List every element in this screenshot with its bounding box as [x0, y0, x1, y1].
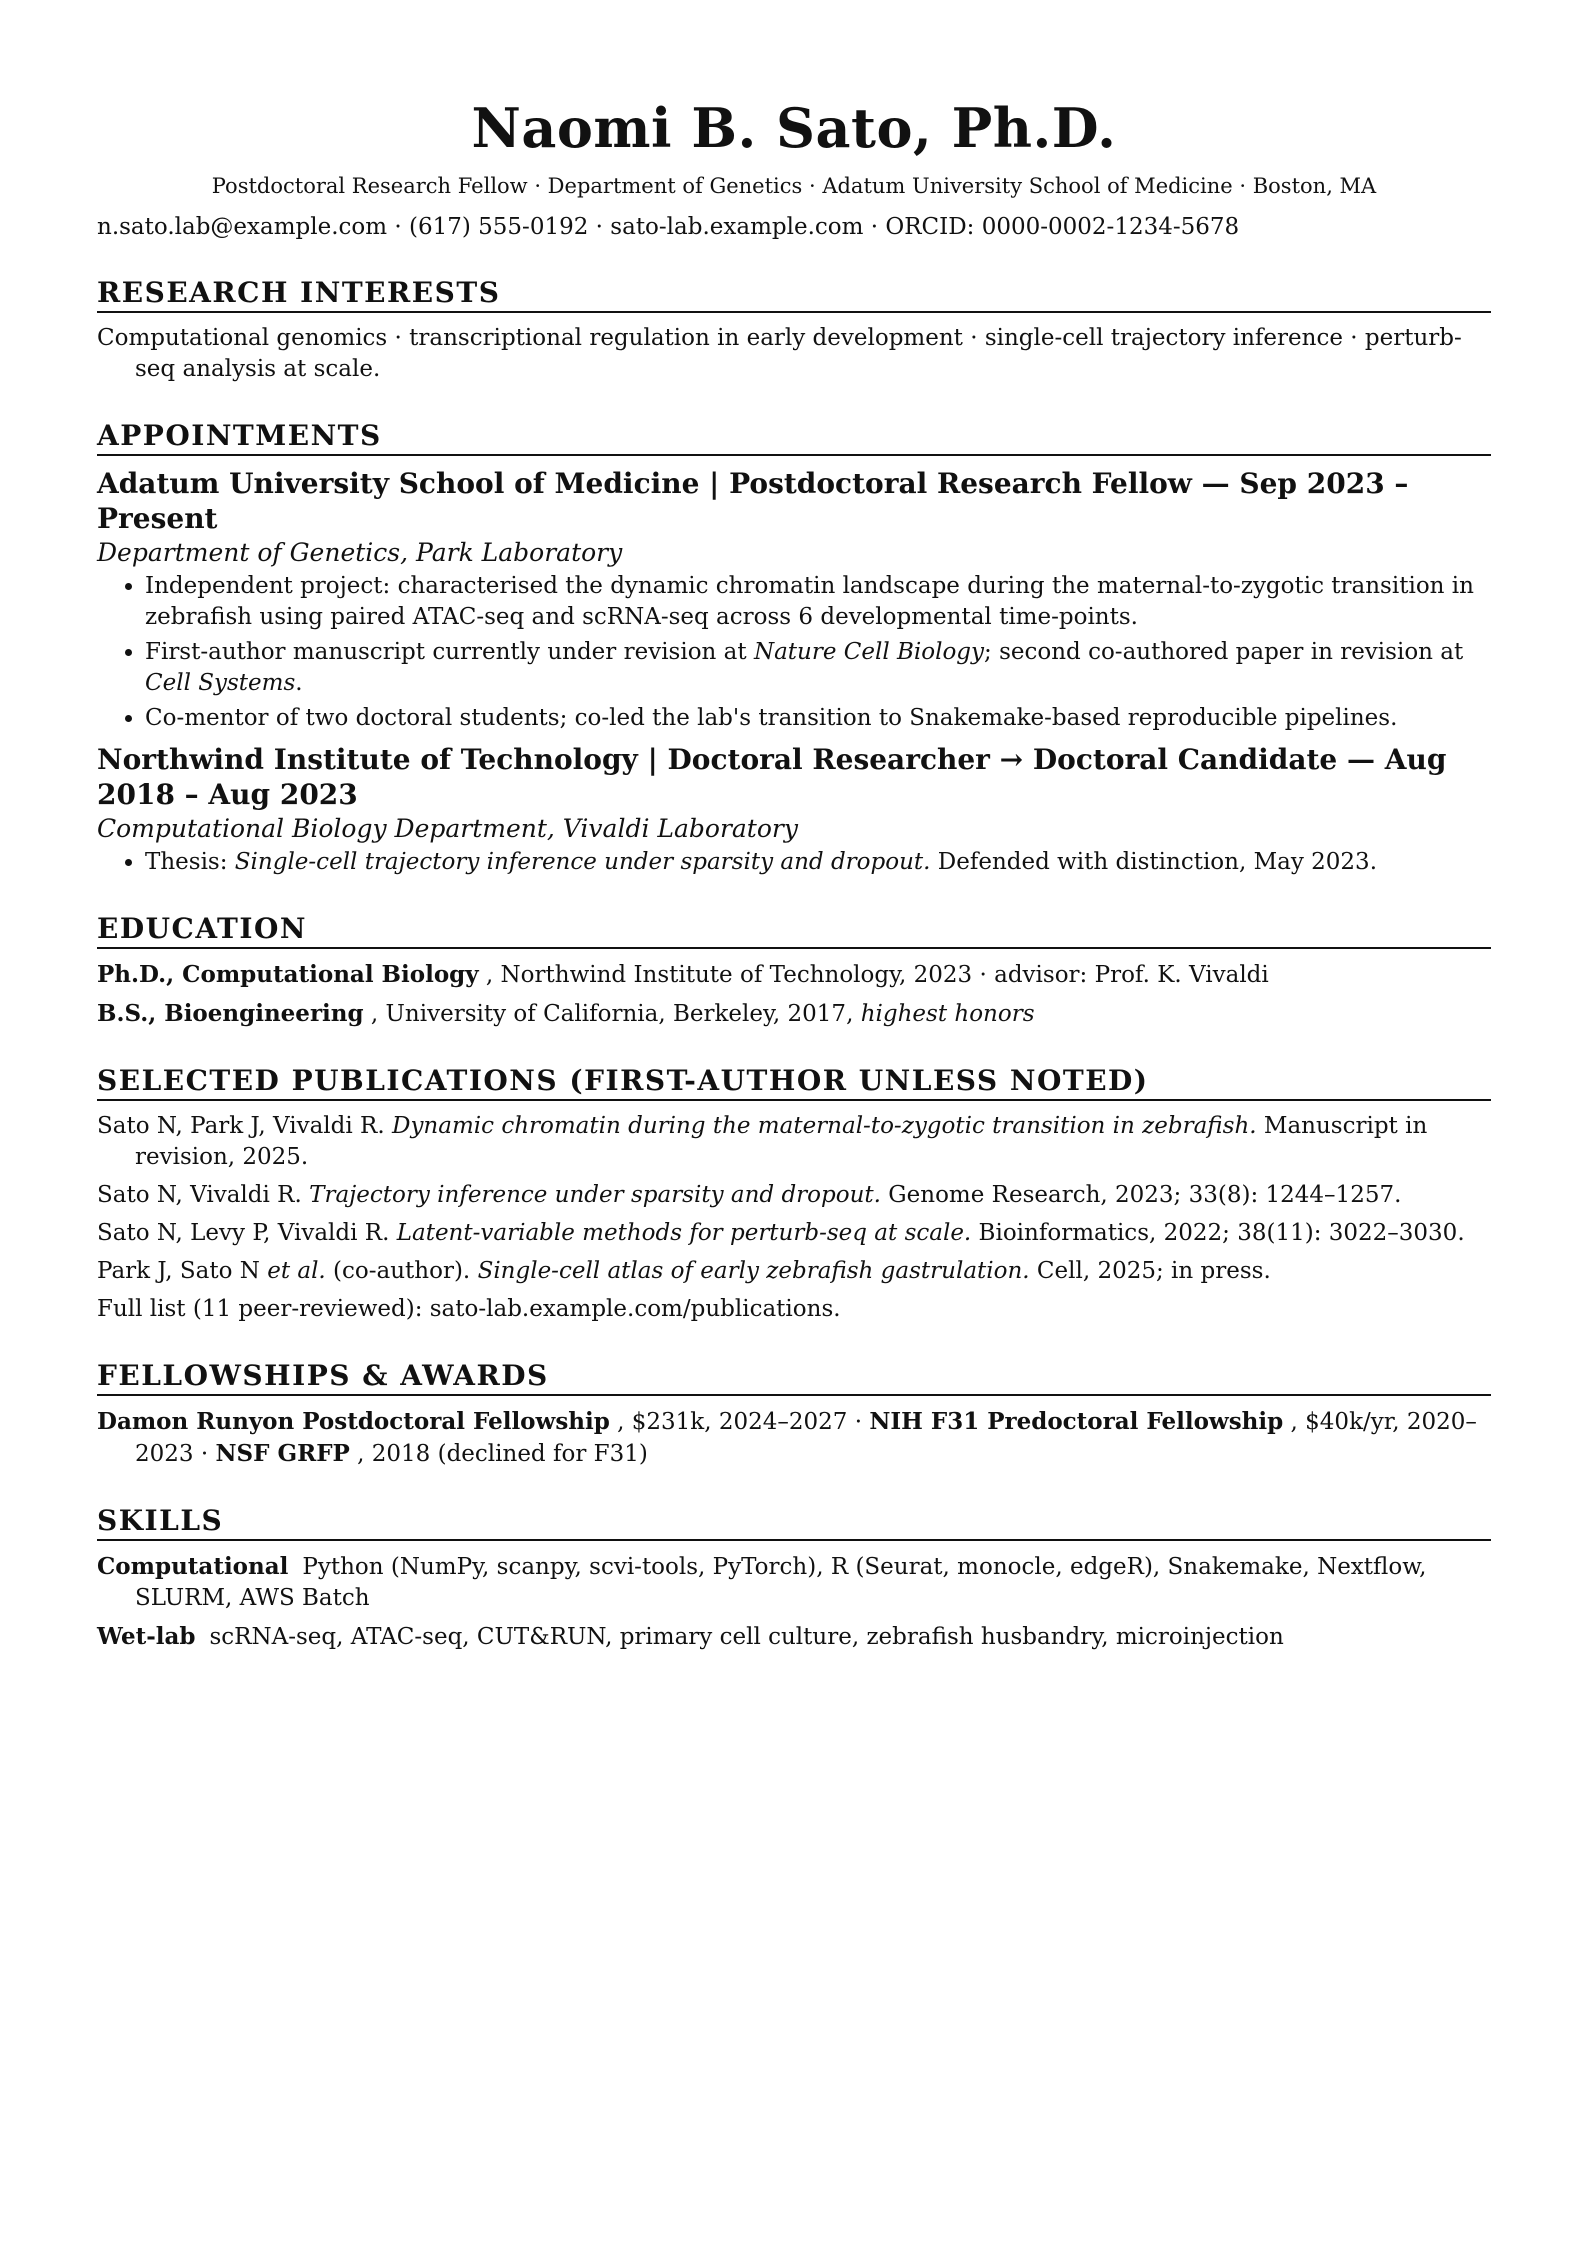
job1-bullets	[97, 571, 1491, 734]
award-1-detail: , $231k, 2024–2027 ·	[609, 1409, 870, 1435]
cv-name: Naomi B. Sato, Ph.D.	[471, 96, 1117, 160]
education-section	[97, 912, 1491, 1030]
job2-bullets	[97, 847, 1491, 878]
research-section	[97, 276, 1491, 385]
awards-section	[97, 1359, 1491, 1470]
skills-value: scRNA-seq, ATAC-seq, CUT&RUN, primary cell culture, zebrafish husbandry, microinjection	[209, 1624, 1284, 1650]
publications-full-list: Full list (11 peer-reviewed): sato-lab.example.com/publications.	[97, 1296, 841, 1322]
job1-subheading: Department of Genetics, Park Laboratory	[97, 538, 623, 567]
job2-bullet-1-pre: Thesis:	[145, 849, 235, 875]
publication-venue: Manuscript in revision, 2025.	[135, 1113, 1428, 1170]
job1-journal-1: Nature Cell Biology	[753, 639, 985, 665]
research-text: Computational genomics · transcriptional regulation in early development · single-cell trajectory inference · perturb-seq analysis at scale.	[97, 325, 1462, 382]
publication-title: Trajectory inference under sparsity and dropout.	[309, 1182, 881, 1208]
job1-bullet-3: • Co-mentor of two doctoral students; co-led the lab's transition to Snakemake-based reproducible pipelines.	[145, 703, 1491, 734]
skills-label: Wet-lab	[97, 1623, 196, 1650]
award-3-detail: , 2018 (declined for F31)	[349, 1441, 648, 1467]
job1-journal-2: Cell Systems	[145, 670, 296, 696]
thesis-title: Single-cell trajectory inference under sparsity and dropout.	[234, 849, 931, 875]
awards-title: FELLOWSHIPS & AWARDS	[97, 1359, 1491, 1396]
job2-subheading: Computational Biology Department, Vivaldi Laboratory	[97, 814, 798, 843]
job2-bullet-1-post: Defended with distinction, May 2023.	[930, 849, 1377, 875]
education-honors: highest honors	[860, 1001, 1035, 1027]
job1-bullet-2	[145, 637, 1491, 699]
skills-label: Computational	[97, 1553, 289, 1580]
award-3: NSF GRFP	[215, 1440, 350, 1467]
education-row	[97, 959, 1491, 991]
publication-role: (co-author).	[325, 1258, 478, 1284]
job1-heading: Adatum University School of Medicine | Postdoctoral Research Fellow — Sep 2023 – Present	[97, 467, 1409, 535]
education-degree: B.S., Bioengineering	[97, 1000, 364, 1027]
publication-item	[97, 1256, 1491, 1287]
cv-contact: n.sato.lab@example.com · (617) 555-0192 · sato-lab.example.com · ORCID: 0000-0002-1234-5678	[97, 214, 1240, 240]
education-row	[97, 998, 1491, 1030]
education-detail: , University of California, Berkeley, 2017,	[363, 1001, 861, 1027]
skills-row	[97, 1551, 1491, 1614]
award-2: NIH F31 Predoctoral Fellowship	[869, 1408, 1284, 1435]
education-degree: Ph.D., Computational Biology	[97, 961, 479, 988]
publication-item	[97, 1111, 1491, 1173]
education-title: EDUCATION	[97, 912, 1491, 949]
award-1: Damon Runyon Postdoctoral Fellowship	[97, 1408, 610, 1435]
award-2-detail: , $40k/yr, 2020–2023 ·	[135, 1409, 1477, 1467]
publication-title: Latent-variable methods for perturb-seq at scale.	[396, 1220, 972, 1246]
publication-etal: et al.	[267, 1258, 326, 1284]
education-detail: , Northwind Institute of Technology, 2023 · advisor: Prof. K. Vivaldi	[478, 962, 1269, 988]
publications-section	[97, 1064, 1491, 1325]
skills-row	[97, 1621, 1491, 1653]
publication-title: Single-cell atlas of early zebrafish gastrulation.	[477, 1258, 1030, 1284]
awards-text	[97, 1406, 1491, 1470]
skills-title: SKILLS	[97, 1504, 1491, 1541]
publication-venue: Cell, 2025; in press.	[1029, 1258, 1271, 1284]
research-title: RESEARCH INTERESTS	[97, 276, 1491, 313]
publication-item	[97, 1218, 1491, 1249]
job1-bullet-2-post: .	[295, 670, 303, 696]
job2-bullet-1	[145, 847, 1491, 878]
publications-title: SELECTED PUBLICATIONS (FIRST-AUTHOR UNLESS NOTED)	[97, 1064, 1491, 1101]
cv-tagline: Postdoctoral Research Fellow · Department of Genetics · Adatum University School of Medicine · Boston, MA	[211, 174, 1377, 198]
appointments-section	[97, 419, 1491, 878]
job1-bullet-1: • Independent project: characterised the dynamic chromatin landscape during the maternal-to-zygotic transition in zebrafish using paired ATAC-seq and scRNA-seq across 6 developmental time-points.	[145, 571, 1491, 633]
publication-venue: Bioinformatics, 2022; 38(11): 3022–3030.	[971, 1220, 1465, 1246]
appointments-title: APPOINTMENTS	[97, 419, 1491, 456]
job2-heading: Northwind Institute of Technology | Doctoral Researcher → Doctoral Candidate — Aug 2018 – Aug 2023	[97, 743, 1447, 811]
publication-authors: Sato N, Levy P, Vivaldi R.	[97, 1220, 397, 1246]
publication-authors: Sato N, Park J, Vivaldi R.	[97, 1113, 392, 1139]
job1-bullet-2-pre: First-author manuscript currently under revision at	[145, 639, 754, 665]
publication-authors: Sato N, Vivaldi R.	[97, 1182, 310, 1208]
skills-value: Python (NumPy, scanpy, scvi-tools, PyTorch), R (Seurat, monocle, edgeR), Snakemake, Nextflow, SLURM, AWS Batch	[135, 1554, 1427, 1611]
publication-venue: Genome Research, 2023; 33(8): 1244–1257.	[880, 1182, 1402, 1208]
publication-title: Dynamic chromatin during the maternal-to-zygotic transition in zebrafish.	[392, 1113, 1257, 1139]
skills-section	[97, 1504, 1491, 1653]
publication-authors: Park J, Sato N	[97, 1258, 268, 1284]
publication-item	[97, 1180, 1491, 1211]
job1-bullet-2-mid: ; second co-authored paper in revision at	[984, 639, 1464, 665]
